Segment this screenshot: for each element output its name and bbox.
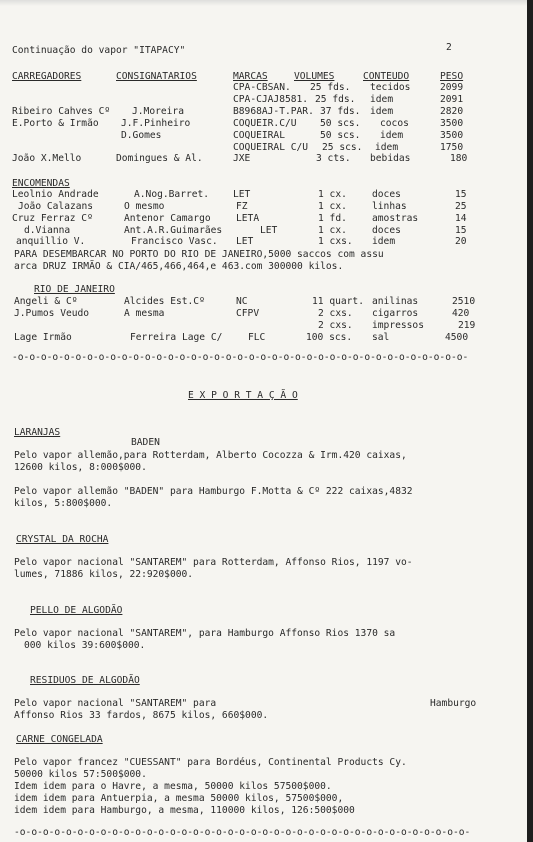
- cell-consignatario: A.Nog.Barret.: [134, 189, 210, 200]
- cell-carregador: Leolnio Andrade: [12, 189, 99, 200]
- cell-conteudo: doces: [372, 189, 401, 200]
- cell-volumes: 2 cxs.: [318, 308, 353, 319]
- cell-conteudo: idem: [375, 142, 399, 153]
- paragraph-line: Pelo vapor allemão "BADEN" para Hamburgo F.Motta & Cº 222 caixas,4832: [14, 486, 413, 497]
- col-volumes: VOLUMES: [294, 71, 335, 82]
- section-heading-encomendas: ENCOMENDAS: [12, 178, 70, 189]
- cell-consignatario: D.Gomes: [121, 130, 162, 141]
- cell-peso: 3500: [440, 118, 464, 129]
- cell-peso: 20: [455, 236, 467, 247]
- cell-marca: JXE: [233, 153, 251, 164]
- cell-carregador: E.Porto & Irmão: [12, 118, 99, 129]
- paragraph-line: kilos, 5:800$000.: [14, 498, 113, 509]
- cell-marca: CFPV: [236, 308, 260, 319]
- cell-marca: CPA-CBSAN.: [233, 82, 291, 93]
- paragraph-line: idem idem para Antuerpia, a mesma 50000 kilos, 57500$000,: [14, 793, 344, 804]
- heading-pello: PELLO DE ALGODÃO: [30, 605, 123, 616]
- cell-marca: CPA-CJAJ8581.: [233, 94, 309, 105]
- cell-conteudo: impressos: [372, 320, 424, 331]
- cell-volumes: 3 cts.: [316, 153, 351, 164]
- baden-insertion: BADEN: [131, 437, 160, 448]
- section-heading-rio: RIO DE JANEIRO: [34, 284, 115, 295]
- cell-consignatario: Antenor Camargo: [124, 213, 211, 224]
- cell-consignatario: J.Moreira: [132, 106, 184, 117]
- cell-volumes: 1 cx.: [318, 225, 347, 236]
- page-title: Continuação do vapor "ITAPACY": [12, 45, 186, 56]
- paragraph-line-end: Hamburgo: [430, 698, 477, 709]
- cell-conteudo: idem: [370, 94, 394, 105]
- cell-conteudo: doces: [372, 225, 401, 236]
- cell-consignatario: Alcides Est.Cº: [124, 296, 205, 307]
- heading-crystal: CRYSTAL DA ROCHA: [16, 534, 109, 545]
- cell-peso: 25: [455, 201, 467, 212]
- cell-marca: FLC: [248, 332, 266, 343]
- col-peso: PESO: [440, 71, 464, 82]
- cell-consignatario: Ant.A.R.Guimarães: [124, 225, 223, 236]
- cell-peso: 2820: [440, 106, 464, 117]
- cell-carregador: João Calazans: [18, 201, 94, 212]
- page-number: 2: [446, 42, 452, 53]
- paragraph-line: Pelo vapor allemão,para Rotterdam, Alberto Cocozza & Irm.420 caixas,: [14, 450, 407, 461]
- cell-peso: 15: [455, 225, 467, 236]
- paragraph-line: Affonso Rios 33 fardos, 8675 kilos, 660$000.: [14, 710, 269, 721]
- cell-conteudo: bebidas: [370, 153, 411, 164]
- cell-peso: 219: [458, 320, 476, 331]
- encomendas-note-line: PARA DESEMBARCAR NO PORTO DO RIO DE JANEIRO,5000 saccos com assu: [14, 249, 384, 260]
- cell-carregador: João X.Mello: [12, 153, 82, 164]
- cell-consignatario: Domingues & Al.: [116, 153, 203, 164]
- cell-marca: LET: [260, 225, 278, 236]
- paragraph-line: 50000 kilos 57:500$000.: [14, 769, 147, 780]
- cell-volumes: 1 cx.: [318, 201, 347, 212]
- heading-residuos: RESIDUOS DE ALGODÃO: [30, 675, 140, 686]
- cell-volumes: 100 scs.: [306, 332, 353, 343]
- cell-marca: COQUEIRAL: [233, 130, 285, 141]
- cell-conteudo: anilinas: [372, 296, 419, 307]
- paragraph-line: Pelo vapor nacional "SANTAREM" para Rotterdam, Affonso Rios, 1197 vo-: [14, 557, 413, 568]
- paragraph-line: Idem idem para o Havre, a mesma, 50000 kilos 57500$000.: [14, 781, 332, 792]
- cell-volumes: 50 scs.: [320, 130, 361, 141]
- heading-laranjas: LARANJAS: [14, 427, 61, 438]
- cell-conteudo: idem: [370, 106, 394, 117]
- col-conteudo: CONTEUDO: [363, 71, 410, 82]
- cell-marca: LET: [236, 236, 254, 247]
- paragraph-line: lumes, 71886 kilos, 22:920$000.: [14, 569, 194, 580]
- paragraph-line: Pelo vapor nacional "SANTAREM" para: [14, 698, 217, 709]
- cell-carregador: Ribeiro Cahves Cº: [12, 106, 111, 117]
- cell-peso: 3500: [440, 130, 464, 141]
- cell-volumes: 25 fds.: [310, 82, 351, 93]
- scan-top-edge: [0, 0, 527, 6]
- paragraph-line: 12600 kilos, 8:000$000.: [14, 462, 147, 473]
- cell-peso: 2099: [440, 82, 464, 93]
- col-consignatarios: CONSIGNATARIOS: [116, 71, 197, 82]
- cell-consignatario: O mesmo: [124, 201, 165, 212]
- cell-conteudo: tecidos: [370, 82, 411, 93]
- cell-volumes: 37 fds.: [320, 106, 361, 117]
- cell-conteudo: idem: [372, 236, 396, 247]
- cell-marca: COQUEIRAL C/U: [233, 142, 309, 153]
- cell-marca: NC: [236, 296, 248, 307]
- cell-marca: FZ: [236, 201, 248, 212]
- cell-carregador: anquillio V.: [16, 236, 86, 247]
- cell-conteudo: amostras: [372, 213, 419, 224]
- cell-volumes: 25 scs.: [322, 142, 363, 153]
- cell-peso: 2091: [440, 94, 464, 105]
- paragraph-line: Pelo vapor nacional "SANTAREM", para Hamburgo Affonso Rios 1370 sa: [14, 628, 396, 639]
- cell-volumes: 25 fds.: [315, 94, 356, 105]
- cell-conteudo: cocos: [380, 118, 409, 129]
- cell-marca: B8968AJ-T.PAR.: [233, 106, 314, 117]
- cell-volumes: 1 cx.: [318, 189, 347, 200]
- paragraph-line: idem idem para Hamburgo, a mesma, 110000 kilos, 126:500$000: [14, 805, 355, 816]
- cell-carregador: Lage Irmão: [14, 332, 72, 343]
- cell-carregador: Cruz Ferraz Cº: [12, 213, 93, 224]
- cell-marca: LET: [233, 189, 251, 200]
- separator-line: -o-o-o-o-o-o-o-o-o-o-o-o-o-o-o-o-o-o-o-o-o-o-o-o-o-o-o-o-o-o-o-o-o-o-o-o-o-o-o-: [12, 352, 469, 363]
- paragraph-line: 000 kilos 39:600$000.: [24, 640, 146, 651]
- col-marcas: MARCAS: [233, 71, 268, 82]
- separator-line: -o-o-o-o-o-o-o-o-o-o-o-o-o-o-o-o-o-o-o-o-o-o-o-o-o-o-o-o-o-o-o-o-o-o-o-o-o-o-o-: [14, 827, 471, 838]
- heading-carne: CARNE CONGELADA: [16, 734, 103, 745]
- scan-right-edge: [527, 0, 533, 842]
- paragraph-line: Pelo vapor francez "CUESSANT" para Bordéus, Continental Products Cy.: [14, 757, 407, 768]
- cell-peso: 420: [452, 308, 470, 319]
- cell-consignatario: A mesma: [124, 308, 165, 319]
- cell-peso: 15: [455, 189, 467, 200]
- cell-marca: COQUEIR.C/U: [233, 118, 297, 129]
- cell-peso: 2510: [452, 296, 476, 307]
- cell-conteudo: cigarros: [372, 308, 419, 319]
- cell-peso: 4500: [445, 332, 469, 343]
- cell-peso: 14: [455, 213, 467, 224]
- section-heading-exportacao: E X P O R T A Ç Ã O: [188, 390, 298, 401]
- cell-consignatario: J.F.Pinheiro: [121, 118, 191, 129]
- encomendas-note-line: arca DRUZ IRMÃO & CIA/465,466,464,e 463.com 300000 kilos.: [14, 261, 344, 272]
- cell-peso: 1750: [440, 142, 464, 153]
- cell-carregador: Angeli & Cº: [14, 296, 78, 307]
- cell-carregador: J.Pumos Veudo: [14, 308, 90, 319]
- cell-peso: 180: [450, 153, 468, 164]
- cell-volumes: 11 quart.: [312, 296, 364, 307]
- cell-consignatario: Ferreira Lage C/: [130, 332, 223, 343]
- cell-carregador: d.Vianna: [24, 225, 71, 236]
- cell-consignatario: Francisco Vasc.: [131, 236, 218, 247]
- cell-conteudo: idem: [380, 130, 404, 141]
- cell-marca: LETA: [236, 213, 260, 224]
- cell-volumes: 2 cxs.: [318, 320, 353, 331]
- cell-volumes: 50 scs.: [320, 118, 361, 129]
- cell-volumes: 1 cxs.: [318, 236, 353, 247]
- cell-volumes: 1 fd.: [318, 213, 347, 224]
- col-carregadores: CARREGADORES: [12, 71, 82, 82]
- cell-conteudo: sal: [372, 332, 390, 343]
- cell-conteudo: linhas: [372, 201, 407, 212]
